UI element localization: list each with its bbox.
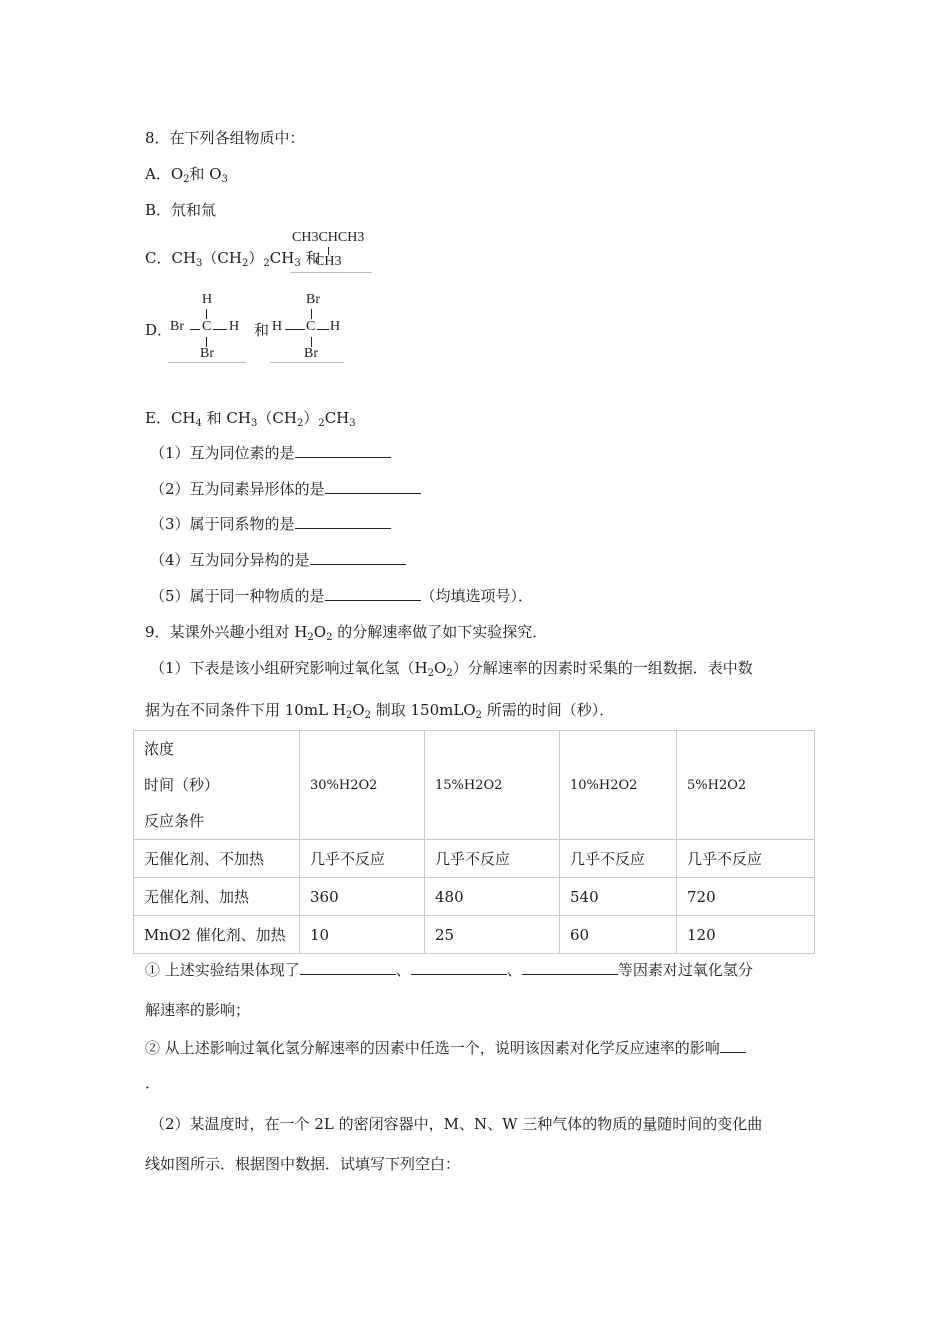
data-table <box>133 730 815 954</box>
d2-bond-left <box>285 329 305 330</box>
answer-blank[interactable] <box>300 960 396 975</box>
answer-blank[interactable] <box>325 479 421 494</box>
answer-blank[interactable] <box>720 1038 746 1053</box>
table-cell: 几乎不反应 <box>677 840 815 878</box>
column-header: 15%H2O2 <box>425 731 560 840</box>
answer-blank[interactable] <box>411 960 507 975</box>
row-condition: 无催化剂、不加热 <box>134 840 300 878</box>
table-cell: 几乎不反应 <box>560 840 677 878</box>
structure-c-bottom: CH3 <box>315 254 342 269</box>
table-cell: 10 <box>300 916 425 954</box>
answer-blank[interactable] <box>310 550 406 565</box>
table-row <box>134 840 815 878</box>
q8-option-a: A．$O_2$和 $O_3$ <box>145 165 228 185</box>
corner-concentration: 浓度 <box>144 740 175 758</box>
answer-blank[interactable] <box>295 443 391 458</box>
corner-time: 时间（秒） <box>144 776 220 794</box>
answer-blank[interactable] <box>295 514 391 529</box>
q9-conclusion-2-end: ． <box>145 1074 161 1092</box>
d1-left: Br <box>170 319 184 334</box>
table-corner-cell <box>134 731 300 840</box>
d2-top: Br <box>306 292 320 307</box>
table-row <box>134 878 815 916</box>
q8-option-d-label: D． <box>145 321 173 339</box>
table-cell: 540 <box>560 878 677 916</box>
column-header: 10%H2O2 <box>560 731 677 840</box>
q9-intro: 9．某课外兴趣小组对 $H_2O_2$ 的分解速率做了如下实验探究． <box>145 623 548 643</box>
table-cell: 60 <box>560 916 677 954</box>
d2-bond-up <box>311 309 312 319</box>
d2-center: C <box>306 319 316 334</box>
corner-condition: 反应条件 <box>144 812 205 830</box>
q9-part2-line2: 线如图所示．根据图中数据．试填写下列空白： <box>145 1155 461 1173</box>
d1-bottom: Br <box>200 346 214 361</box>
row-condition: 无催化剂、加热 <box>134 878 300 916</box>
row-condition: MnO2 催化剂、加热 <box>134 916 300 954</box>
table-cell: 120 <box>677 916 815 954</box>
d2-left: H <box>272 319 283 334</box>
q8-sub-3: （3）属于同系物的是 <box>150 514 391 534</box>
q9-part1-line2: 据为在不同条件下用 10mL $H_2O_2$ 制取 150mLO$_2$ 所需的时间（秒）． <box>145 701 615 721</box>
table-row <box>134 916 815 954</box>
q8-option-e: E．$CH_4$ 和 $CH_3(CH_2)_2CH_3$ <box>145 409 356 429</box>
q9-conclusion-1-cont: 解速率的影响； <box>145 1001 251 1019</box>
table-cell: 几乎不反应 <box>300 840 425 878</box>
structure-d2 <box>270 292 344 363</box>
structure-c-top: CH3CHCH3 <box>292 230 365 245</box>
structure-d1 <box>168 292 246 363</box>
d2-bond-right <box>317 329 329 330</box>
answer-blank[interactable] <box>522 960 618 975</box>
q9-part2-line1: （2）某温度时，在一个 2L 的密闭容器中，M、N、W 三种气体的物质的量随时间的变化曲 <box>150 1115 763 1133</box>
column-header: 5%H2O2 <box>677 731 815 840</box>
q8-option-c: C．$CH_3(CH_2)_2CH_3$ 和 <box>145 249 321 269</box>
q9-conclusion-1: ① 上述实验结果体现了 、 、 等因素对过氧化氢分 <box>145 961 753 979</box>
d1-center: C <box>202 319 212 334</box>
q8-option-d-and: 和 <box>254 321 270 339</box>
structure-c <box>290 228 372 273</box>
d1-bond-left <box>190 329 200 330</box>
table-cell: 几乎不反应 <box>425 840 560 878</box>
q8-sub-4: （4）互为同分异构的是 <box>150 550 406 570</box>
answer-blank[interactable] <box>325 586 421 601</box>
q8-sub-5: （5）属于同一种物质的是 （均填选项号）． <box>150 587 534 605</box>
d1-top: H <box>202 292 213 307</box>
q8-sub-1: （1）互为同位素的是 <box>150 443 391 463</box>
d1-bond-up <box>206 309 207 319</box>
q9-conclusion-2: ② 从上述影响过氧化氢分解速率的因素中任选一个，说明该因素对化学反应速率的影响 <box>145 1038 746 1058</box>
q9-part1-line1: （1）下表是该小组研究影响过氧化氢$(H_2O_2)$分解速率的因素时采集的一组数据．表中数 <box>150 659 753 679</box>
table-header-row <box>134 731 815 840</box>
d2-bottom: Br <box>304 346 318 361</box>
q8-option-b: B．氘和氚 <box>145 201 217 219</box>
column-header: 30%H2O2 <box>300 731 425 840</box>
table-cell: 720 <box>677 878 815 916</box>
table-cell: 480 <box>425 878 560 916</box>
table-cell: 360 <box>300 878 425 916</box>
d2-right: H <box>330 319 341 334</box>
d1-right: H <box>229 319 240 334</box>
table-cell: 25 <box>425 916 560 954</box>
d1-bond-right <box>213 329 227 330</box>
q8-title: 8．在下列各组物质中： <box>145 129 305 147</box>
q8-sub-2: （2）互为同素异形体的是 <box>150 479 421 499</box>
